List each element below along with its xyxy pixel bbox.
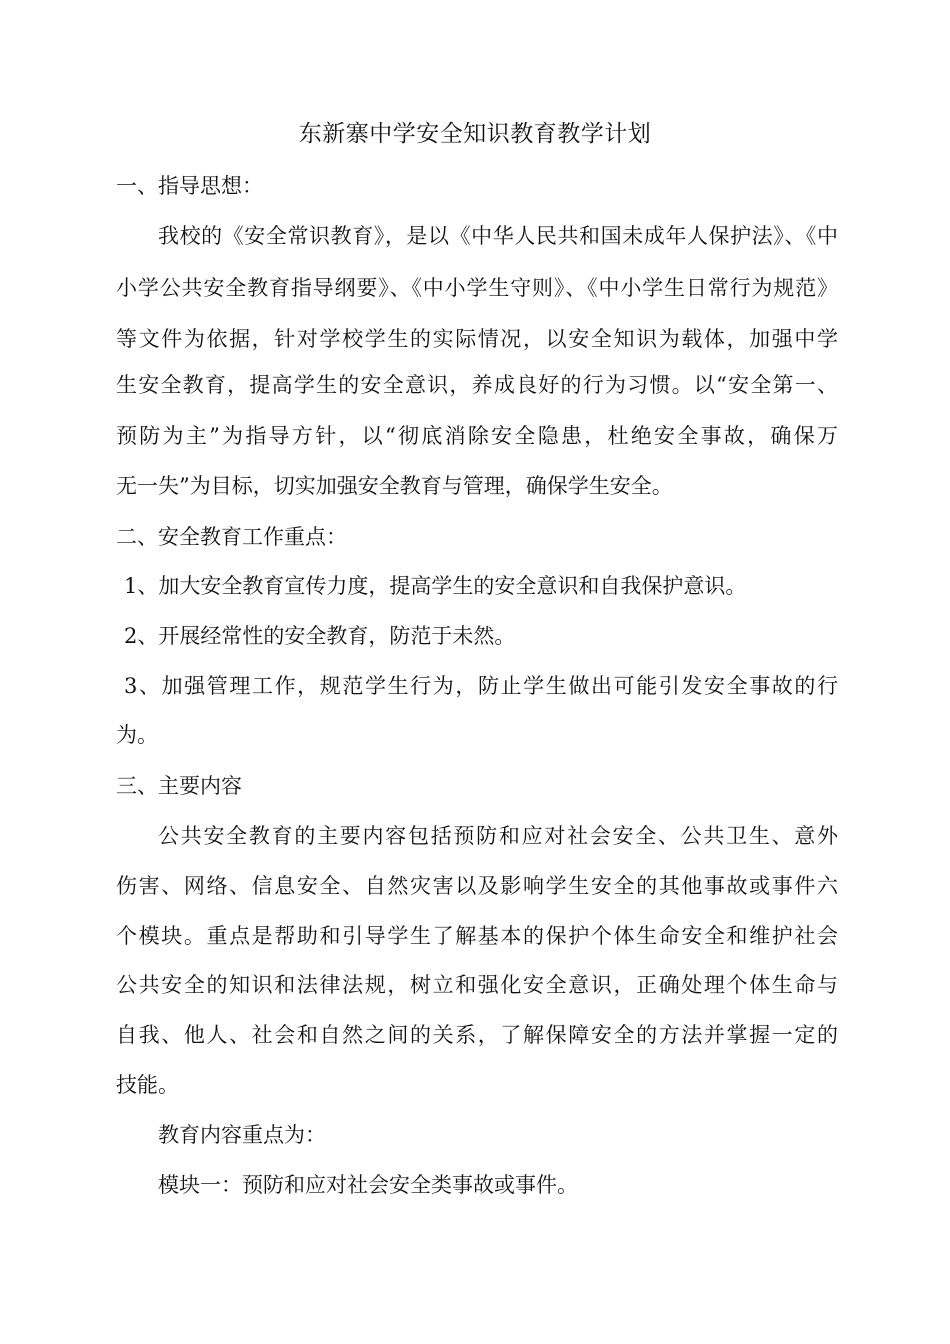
section2-item: 1、加大安全教育宣传力度，提高学生的安全意识和自我保护意识。 — [124, 574, 747, 598]
section3-para-line: 个模块。重点是帮助和引导学生了解基本的保护个体生命安全和维护社会 — [116, 924, 838, 948]
section3-para-line: 自我、他人、社会和自然之间的关系，了解保障安全的方法并掌握一定的 — [116, 1023, 838, 1047]
section1-para-line: 等文件为依据，针对学校学生的实际情况，以安全知识为载体，加强中学 — [116, 327, 838, 351]
section3-para-line: 技能。 — [116, 1073, 179, 1097]
section1-para-line: 小学公共安全教育指导纲要》、《中小学生守则》、《中小学生日常行为规范》 — [116, 276, 838, 300]
document-title: 东新寨中学安全知识教育教学计划 — [298, 121, 652, 147]
section2-item: 2、开展经常性的安全教育，防范于未然。 — [124, 624, 516, 648]
section3-para-line: 伤害、网络、信息安全、自然灾害以及影响学生安全的其他事故或事件六 — [116, 874, 838, 898]
section2-heading: 二、安全教育工作重点： — [116, 525, 347, 549]
section2-item: 3、加强管理工作，规范学生行为，防止学生做出可能引发安全事故的行 — [124, 674, 838, 698]
section3-heading: 三、主要内容 — [116, 774, 242, 798]
section1-heading: 一、指导思想： — [116, 174, 263, 198]
module-one: 模块一：预防和应对社会安全类事故或事件。 — [158, 1173, 578, 1197]
section1-para-line: 无一失”为目标，切实加强安全教育与管理，确保学生安全。 — [116, 474, 673, 498]
section2-item-continuation: 为。 — [116, 723, 158, 747]
section3-para-line: 公共安全的知识和法律法规，树立和强化安全意识，正确处理个体生命与 — [116, 973, 838, 997]
section3-para-line: 公共安全教育的主要内容包括预防和应对社会安全、公共卫生、意外 — [158, 824, 838, 848]
section1-para-line: 我校的《安全常识教育》，是以《中华人民共和国未成年人保护法》、《中 — [158, 224, 838, 248]
section1-para-line: 生安全教育，提高学生的安全意识，养成良好的行为习惯。以“安全第一、 — [116, 373, 838, 397]
section1-para-line: 预防为主”为指导方针，以“彻底消除安全隐患，杜绝安全事故，确保万 — [116, 424, 838, 448]
focus-intro: 教育内容重点为： — [158, 1123, 326, 1147]
